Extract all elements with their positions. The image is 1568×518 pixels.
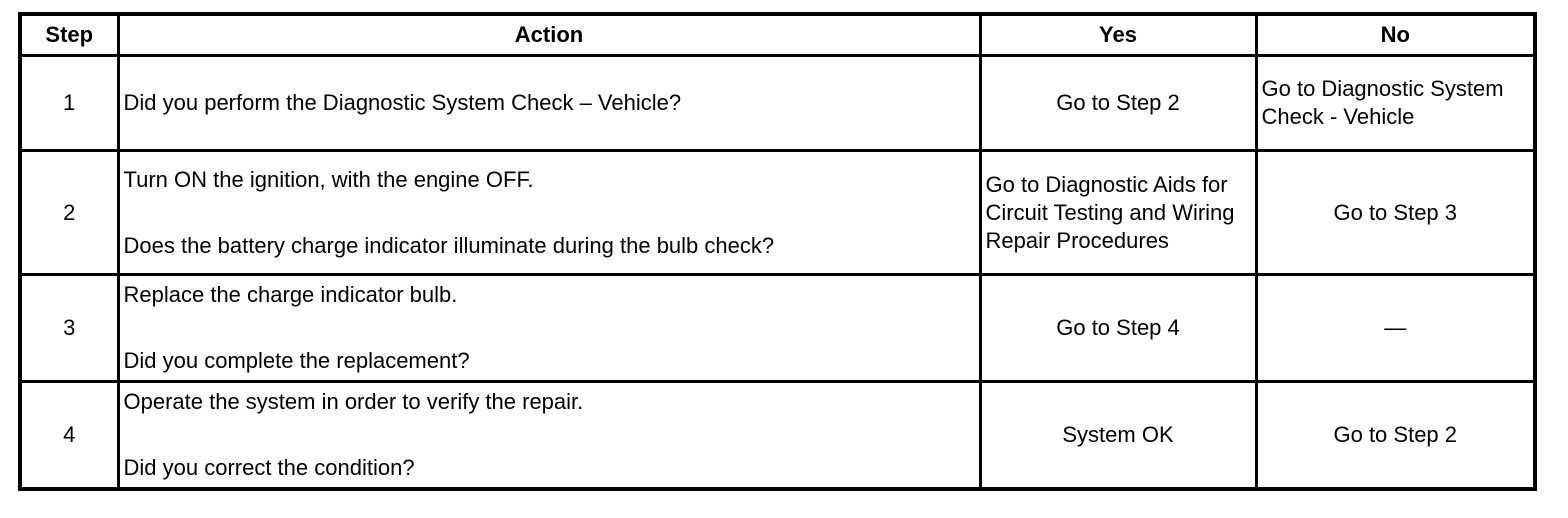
diagnostic-table bbox=[18, 12, 1537, 491]
step-number: 2 bbox=[20, 151, 118, 275]
action-question: Does the battery charge indicator illuminate during the bulb check? bbox=[123, 232, 775, 258]
action-question: Did you complete the replacement? bbox=[123, 348, 470, 373]
action-cell bbox=[118, 275, 980, 382]
action-question: Did you correct the condition? bbox=[123, 455, 415, 480]
header-no: No bbox=[1256, 14, 1535, 56]
yes-result: Go to Diagnostic Aids for Circuit Testing and Wiring Repair Procedures bbox=[980, 151, 1256, 275]
header-step: Step bbox=[20, 14, 118, 56]
step-number: 4 bbox=[20, 382, 118, 490]
step-number: 1 bbox=[20, 56, 118, 151]
action-text: Turn ON the ignition, with the engine OFF. bbox=[123, 166, 534, 192]
no-result bbox=[1256, 275, 1535, 382]
no-result-dash: — bbox=[1384, 315, 1407, 340]
no-result: Go to Step 3 bbox=[1256, 151, 1535, 275]
action-text: Operate the system in order to verify the repair. bbox=[123, 389, 584, 414]
yes-result: System OK bbox=[980, 382, 1256, 490]
header-yes: Yes bbox=[980, 14, 1256, 56]
table-row bbox=[20, 382, 1535, 490]
action-cell bbox=[118, 151, 980, 275]
table-row bbox=[20, 275, 1535, 382]
header-row bbox=[20, 14, 1535, 56]
action-cell bbox=[118, 56, 980, 151]
no-result: Go to Step 2 bbox=[1256, 382, 1535, 490]
action-text: Did you perform the Diagnostic System Check – Vehicle? bbox=[123, 90, 682, 115]
yes-result: Go to Step 4 bbox=[980, 275, 1256, 382]
header-action: Action bbox=[118, 14, 980, 56]
table-row bbox=[20, 151, 1535, 275]
table-row bbox=[20, 56, 1535, 151]
no-result: Go to Diagnostic System Check - Vehicle bbox=[1256, 56, 1535, 151]
step-number: 3 bbox=[20, 275, 118, 382]
yes-result: Go to Step 2 bbox=[980, 56, 1256, 151]
action-text: Replace the charge indicator bulb. bbox=[123, 282, 458, 307]
action-cell bbox=[118, 382, 980, 490]
